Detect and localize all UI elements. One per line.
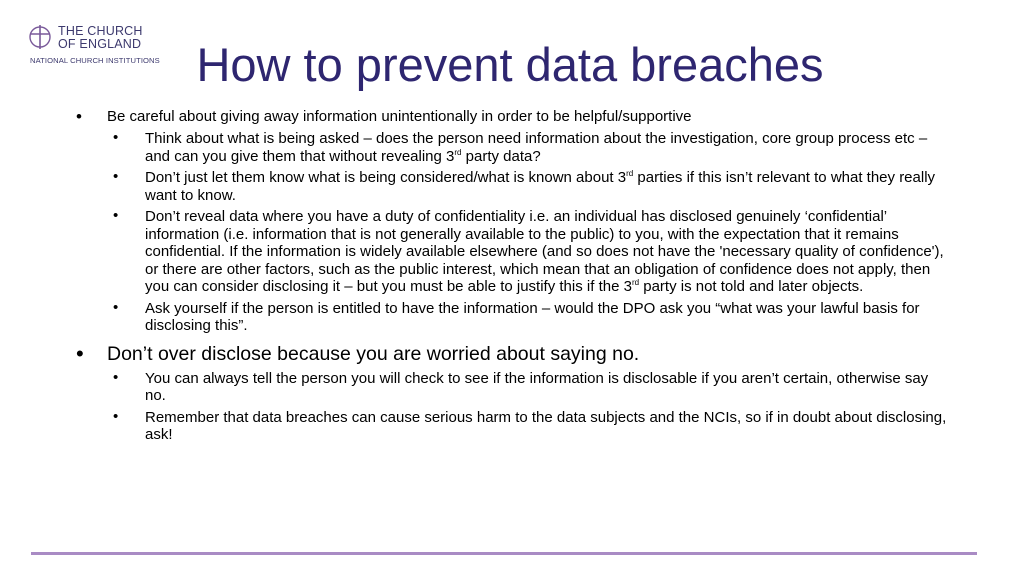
logo-text-line3: NATIONAL CHURCH INSTITUTIONS xyxy=(30,56,160,65)
sub-bullet-text: Think about what is being asked – does the person need information about the investigation, core group process etc – and can you give them that without revealing 3 xyxy=(145,130,928,165)
superscript: rd xyxy=(626,169,634,178)
sub-bullet-item xyxy=(107,208,952,296)
bullet-dot-icon: • xyxy=(113,298,119,316)
logo-text-line1: THE CHURCH xyxy=(58,24,143,38)
bullet-text: Be careful about giving away information unintentionally in order to be helpful/supportive xyxy=(107,108,692,125)
sub-bullet-item xyxy=(107,300,952,335)
sub-bullet-text: Remember that data breaches can cause serious harm to the data subjects and the NCIs, so if in doubt about disclosing, ask! xyxy=(145,408,947,443)
bullet-dot-icon: • xyxy=(76,107,82,126)
sub-bullet-text: You can always tell the person you will check to see if the information is disclosable if you aren’t certain, otherwise say no. xyxy=(145,369,929,404)
bullet-dot-icon: • xyxy=(113,407,119,425)
sub-bullet-text-end: parties if this isn’t relevant to what they really want to know. xyxy=(145,169,936,204)
bullet-dot-icon: • xyxy=(76,340,84,366)
superscript: rd xyxy=(454,147,462,157)
footer-divider xyxy=(31,552,977,555)
bullet-dot-icon: • xyxy=(113,168,119,185)
slide-title xyxy=(0,36,1020,94)
slide-title-text: How to prevent data breaches xyxy=(196,38,824,91)
sub-bullet-text: Don’t reveal data where you have a duty of confidentiality i.e. an individual has disclosed genuinely ‘confidential’ information (i.e. information that is not generally available to the public) to you, with the expectation that it remains confidential. If the information is widely available elsewhere (and so does not have the 'necessary quality of confidence'), or there are other factors, such as the public interest, which mean that an obligation of confidence does not apply, then you can consider disclosing it – but you must be able to justify this if the 3 xyxy=(145,208,944,295)
logo-text-line2: OF ENGLAND xyxy=(58,37,142,51)
bullet-item xyxy=(72,108,952,126)
bullet-dot-icon: • xyxy=(113,207,119,224)
bullet-dot-icon: • xyxy=(113,129,119,146)
sub-bullet-text: Ask yourself if the person is entitled to have the information – would the DPO ask you “what was your lawful basis for disclosing this”. xyxy=(145,299,920,334)
bullet-list xyxy=(72,108,952,444)
sub-bullet-text-end: party data? xyxy=(461,147,541,165)
bullet-text: Don’t over disclose because you are worried about saying no. xyxy=(107,342,640,365)
sub-bullet-list xyxy=(107,370,952,444)
sub-bullet-item xyxy=(107,409,952,444)
sub-bullet-text-end: party is not told and later objects. xyxy=(639,278,864,295)
sub-bullet-text: Don’t just let them know what is being considered/what is known about 3 xyxy=(145,169,627,186)
slide-body xyxy=(72,108,952,444)
sub-bullet-item xyxy=(107,169,952,204)
bullet-dot-icon: • xyxy=(113,368,119,386)
sub-bullet-item xyxy=(107,130,952,165)
sub-bullet-list xyxy=(107,130,952,335)
sub-bullet-item xyxy=(107,370,952,405)
bullet-item xyxy=(72,340,952,366)
superscript: rd xyxy=(631,278,640,287)
